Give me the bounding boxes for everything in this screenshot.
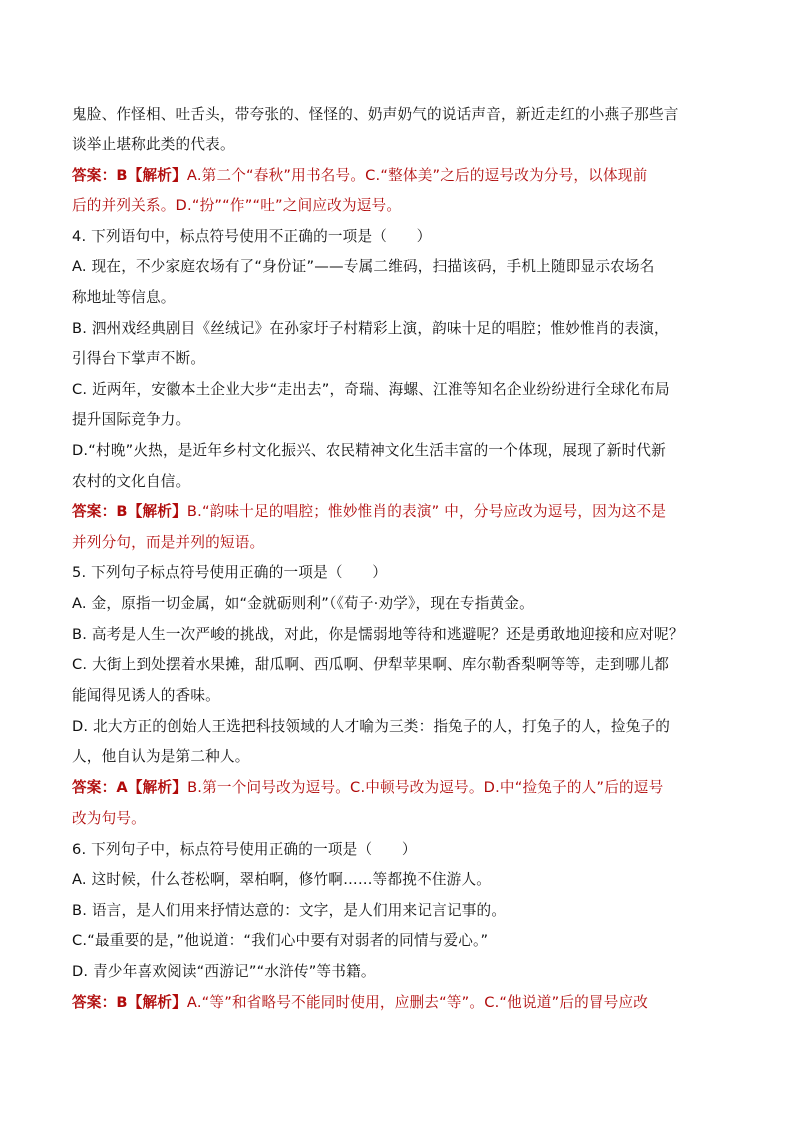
answer-text: A.第二个“春秋”用书名号。C.“整体美”之后的逗号改为分号，以体现前	[186, 167, 648, 184]
option-line: B. 高考是人生一次严峻的挑战，对此，你是懦弱地等待和逃避呢？还是勇敢地迎接和应对呢？	[72, 626, 684, 643]
question-stem: 5. 下列句子标点符号使用正确的一项是（ ）	[72, 564, 388, 581]
option-line: 农村的文化自信。	[72, 473, 191, 490]
option-line: 引得台下掌声不断。	[72, 350, 206, 367]
answer-text: A.“等”和省略号不能同时使用，应删去“等”。C.“他说道”后的冒号应改	[186, 994, 649, 1011]
option-line: C.“最重要的是，”他说道：“我们心中要有对弱者的同情与爱心。”	[72, 932, 489, 949]
option-line: C. 大街上到处摆着水果摊，甜瓜啊、西瓜啊、伊犁苹果啊、库尔勒香梨啊等等，走到哪儿都	[72, 656, 670, 673]
question-stem: 4. 下列语句中，标点符号使用不正确的一项是（ ）	[72, 228, 432, 245]
option-line: A. 这时候，什么苍松啊，翠柏啊，修竹啊……等都挽不住游人。	[72, 871, 492, 888]
passage-line: 鬼脸、作怪相、吐舌头，带夸张的、怪怪的、奶声奶气的说话声音，新近走红的小燕子那些言	[72, 106, 679, 123]
answer-line	[72, 993, 648, 1013]
option-line: B. 语言，是人们用来抒情达意的：文字，是人们用来记言记事的。	[72, 902, 507, 919]
answer-line	[72, 166, 647, 186]
answer-text: B.第一个问号改为逗号。C.中顿号改为逗号。D.中“捡兔子的人”后的逗号	[187, 779, 664, 796]
option-line: 人，他自认为是第二种人。	[72, 748, 250, 765]
option-line: A. 现在，不少家庭农场有了“身份证”——专属二维码，扫描该码，手机上随即显示农场名	[72, 258, 655, 275]
answer-text: B.“韵味十足的唱腔；惟妙惟肖的表演” 中，分号应改为逗号，因为这不是	[186, 503, 667, 520]
question-stem: 6. 下列句子中，标点符号使用正确的一项是（ ）	[72, 841, 417, 858]
option-line: D. 北大方正的创始人王选把科技领域的人才喻为三类：指兔子的人，打兔子的人，捡兔子的	[72, 718, 671, 735]
passage-line: 谈举止堪称此类的代表。	[72, 136, 235, 153]
option-line: 称地址等信息。	[72, 289, 176, 306]
option-line: D. 青少年喜欢阅读“西游记”“水浒传”等书籍。	[72, 963, 376, 980]
option-line: A. 金，原指一切金属，如“金就砺则利”（《荀子·劝学》，现在专指黄金。	[72, 595, 534, 612]
answer-label: 答案：B【解析】	[72, 167, 187, 184]
answer-label: 答案：B【解析】	[72, 503, 187, 520]
answer-line: 并列分句，而是并列的短语。	[72, 534, 265, 551]
answer-line: 后的并列关系。D.“扮”“作”“吐”之间应改为逗号。	[72, 197, 402, 214]
answer-line: 改为句号。	[72, 810, 146, 827]
option-line: C. 近两年，安徽本土企业大步“走出去”，奇瑞、海螺、江淮等知名企业纷纷进行全球化布局	[72, 381, 670, 398]
option-line: 能闻得见诱人的香味。	[72, 687, 220, 704]
answer-label: 答案：A【解析】	[72, 779, 188, 796]
answer-label: 答案：B【解析】	[72, 994, 187, 1011]
answer-line	[72, 778, 663, 798]
option-line: D.“村晚”火热，是近年乡村文化振兴、农民精神文化生活丰富的一个体现，展现了新时代新	[72, 442, 666, 459]
option-line: B. 泗州戏经典剧目《丝绒记》在孙家圩子村精彩上演，韵味十足的唱腔；惟妙惟肖的表演，	[72, 320, 669, 337]
option-line: 提升国际竞争力。	[72, 411, 191, 428]
answer-line	[72, 502, 666, 522]
